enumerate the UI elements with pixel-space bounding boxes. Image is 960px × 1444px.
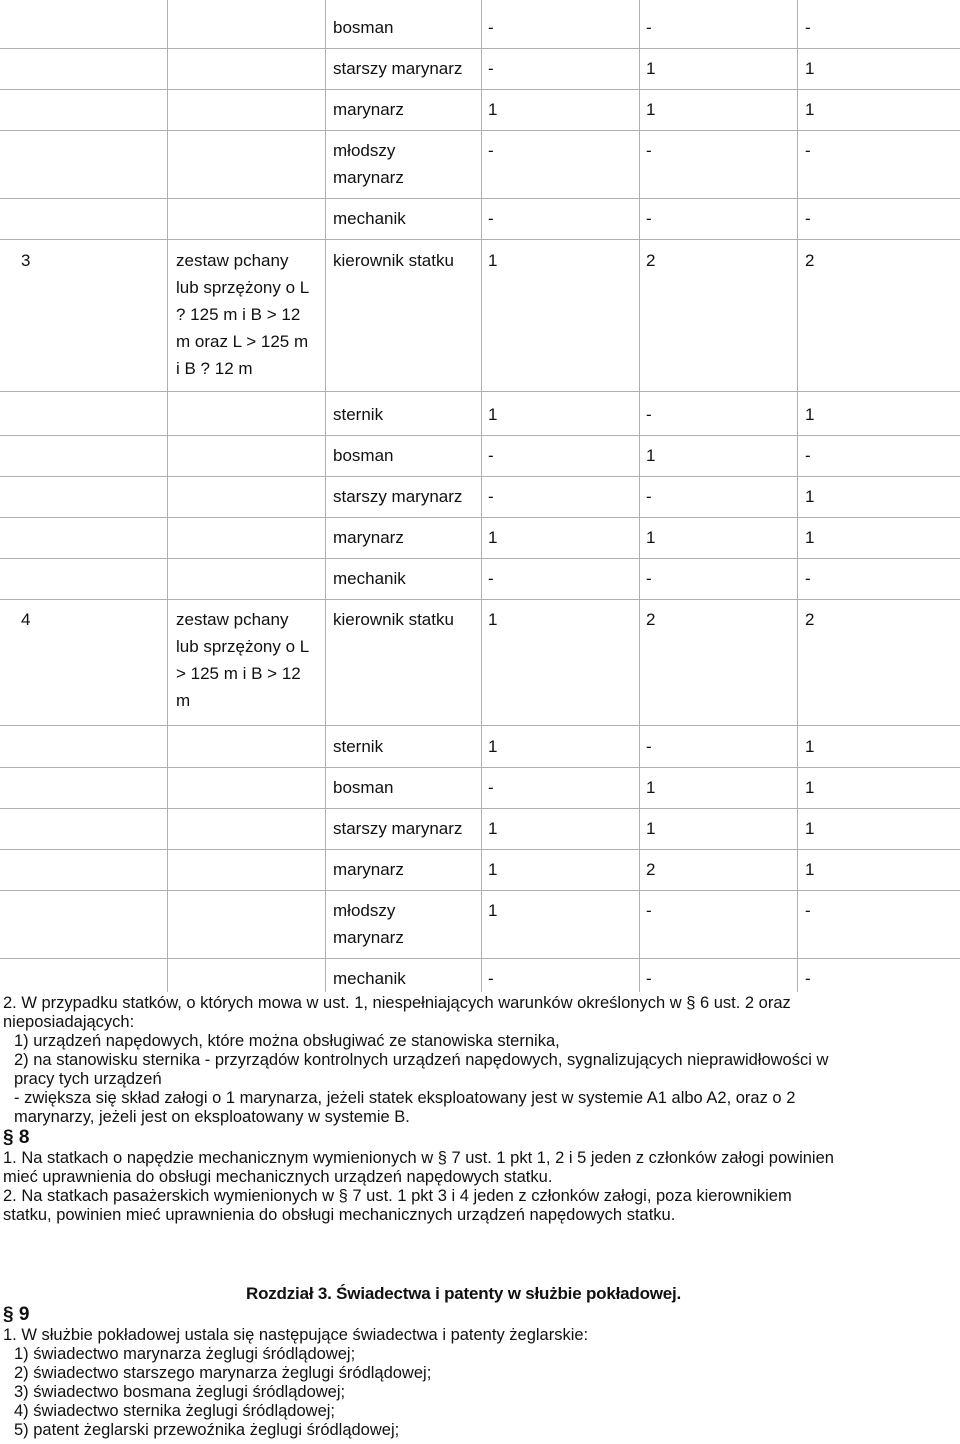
list-item: 3) świadectwo bosmana żeglugi śródlądowej; bbox=[14, 1383, 346, 1401]
paragraph-line: statku, powinien mieć uprawnienia do obsługi mechanicznych urządzeń napędowych statku. bbox=[3, 1206, 676, 1224]
value-cell: - bbox=[488, 209, 494, 228]
value-cell: - bbox=[646, 18, 652, 37]
row-divider bbox=[0, 239, 960, 240]
value-cell: 1 bbox=[646, 528, 656, 547]
value-cell: 1 bbox=[805, 405, 815, 424]
value-cell: - bbox=[488, 18, 494, 37]
row-divider bbox=[0, 391, 960, 392]
value-cell: 1 bbox=[488, 528, 498, 547]
chapter-heading: Rozdział 3. Świadectwa i patenty w służbie pokładowej. bbox=[246, 1284, 682, 1303]
value-cell: - bbox=[805, 901, 811, 920]
value-cell: 2 bbox=[805, 610, 815, 629]
value-cell: 1 bbox=[805, 819, 815, 838]
column-divider bbox=[325, 0, 326, 992]
paragraph-line: 2. Na statkach pasażerskich wymienionych w § 7 ust. 1 pkt 3 i 4 jeden z członków załogi, poza kierownikiem bbox=[3, 1187, 792, 1205]
list-item: 2) na stanowisku sternika - przyrządów kontrolnych urządzeń napędowych, sygnalizujących nieprawidłowości w bbox=[14, 1051, 829, 1069]
section-mark-8: § 8 bbox=[3, 1127, 30, 1148]
vessel-type-cell: zestaw pchany lub sprzężony o L > 125 m i B > 12 m bbox=[176, 610, 310, 710]
row-divider bbox=[0, 130, 960, 131]
row-divider bbox=[0, 599, 960, 600]
row-divider bbox=[0, 725, 960, 726]
role-cell: kierownik statku bbox=[333, 251, 454, 270]
value-cell: 2 bbox=[646, 860, 656, 879]
list-item: 1) urządzeń napędowych, które można obsługiwać ze stanowiska sternika, bbox=[14, 1032, 560, 1050]
role-cell: kierownik statku bbox=[333, 610, 454, 629]
value-cell: 1 bbox=[805, 778, 815, 797]
row-divider bbox=[0, 808, 960, 809]
role-cell: marynarz bbox=[333, 528, 404, 547]
value-cell: 1 bbox=[488, 405, 498, 424]
value-cell: 1 bbox=[488, 860, 498, 879]
list-item: 4) świadectwo sternika żeglugi śródlądowej; bbox=[14, 1402, 335, 1420]
row-divider bbox=[0, 198, 960, 199]
value-cell: - bbox=[488, 446, 494, 465]
value-cell: 1 bbox=[646, 446, 656, 465]
role-cell: marynarz bbox=[333, 100, 404, 119]
value-cell: - bbox=[488, 59, 494, 78]
column-divider bbox=[639, 0, 640, 992]
paragraph-line: - zwiększa się skład załogi o 1 marynarza, jeżeli statek eksploatowany jest w systemie A1 albo A2, oraz o 2 bbox=[14, 1089, 796, 1107]
list-item: 2) świadectwo starszego marynarza żeglugi śródlądowej; bbox=[14, 1364, 432, 1382]
value-cell: - bbox=[805, 209, 811, 228]
value-cell: 2 bbox=[646, 251, 656, 270]
list-item-continuation: pracy tych urządzeń bbox=[14, 1070, 162, 1088]
value-cell: - bbox=[805, 18, 811, 37]
row-divider bbox=[0, 958, 960, 959]
paragraph-line: mieć uprawnienia do obsługi mechanicznych urządzeń napędowych statku. bbox=[3, 1168, 553, 1186]
value-cell: 1 bbox=[805, 737, 815, 756]
paragraph-line: 1. Na statkach o napędzie mechanicznym wymienionych w § 7 ust. 1 pkt 1, 2 i 5 jeden z członków załogi powinien bbox=[3, 1149, 834, 1167]
row-divider bbox=[0, 476, 960, 477]
value-cell: - bbox=[488, 778, 494, 797]
value-cell: 1 bbox=[646, 59, 656, 78]
role-cell: mechanik bbox=[333, 209, 406, 228]
value-cell: - bbox=[488, 969, 494, 988]
value-cell: - bbox=[805, 446, 811, 465]
vessel-type-cell: zestaw pchany lub sprzężony o L ? 125 m i B > 12 m oraz L > 125 m i B ? 12 m bbox=[176, 251, 310, 378]
paragraph-line: 2. W przypadku statków, o których mowa w ust. 1, niespełniających warunków określonych w § 6 ust. 2 oraz bbox=[3, 994, 791, 1012]
value-cell: 1 bbox=[646, 819, 656, 838]
row-divider bbox=[0, 849, 960, 850]
value-cell: 1 bbox=[646, 778, 656, 797]
section-mark-9: § 9 bbox=[3, 1304, 30, 1325]
role-cell: marynarz bbox=[333, 860, 404, 879]
list-item: 5) patent żeglarski przewoźnika żeglugi śródlądowej; bbox=[14, 1421, 400, 1439]
value-cell: - bbox=[488, 487, 494, 506]
value-cell: - bbox=[646, 737, 652, 756]
row-divider bbox=[0, 89, 960, 90]
value-cell: - bbox=[488, 141, 494, 160]
value-cell: - bbox=[646, 569, 652, 588]
role-cell: mechanik bbox=[333, 569, 406, 588]
group-number-cell: 3 bbox=[21, 251, 31, 270]
value-cell: 1 bbox=[805, 100, 815, 119]
value-cell: 1 bbox=[646, 100, 656, 119]
paragraph-line: nieposiadających: bbox=[3, 1013, 135, 1031]
row-divider bbox=[0, 558, 960, 559]
role-cell: młodszy marynarz bbox=[333, 141, 404, 187]
row-divider bbox=[0, 435, 960, 436]
role-cell: mechanik bbox=[333, 969, 406, 988]
value-cell: 1 bbox=[805, 528, 815, 547]
value-cell: 1 bbox=[488, 901, 498, 920]
role-cell: bosman bbox=[333, 778, 394, 797]
row-divider bbox=[0, 48, 960, 49]
value-cell: 2 bbox=[646, 610, 656, 629]
value-cell: 1 bbox=[488, 251, 498, 270]
role-cell: starszy marynarz bbox=[333, 59, 463, 78]
value-cell: - bbox=[646, 209, 652, 228]
row-divider bbox=[0, 767, 960, 768]
value-cell: - bbox=[646, 969, 652, 988]
value-cell: - bbox=[646, 141, 652, 160]
value-cell: - bbox=[646, 405, 652, 424]
role-cell: młodszy marynarz bbox=[333, 901, 404, 947]
value-cell: - bbox=[646, 901, 652, 920]
role-cell: starszy marynarz bbox=[333, 819, 463, 838]
value-cell: 1 bbox=[488, 819, 498, 838]
value-cell: 1 bbox=[488, 610, 498, 629]
value-cell: - bbox=[488, 569, 494, 588]
group-number-cell: 4 bbox=[21, 610, 31, 629]
value-cell: 2 bbox=[805, 251, 815, 270]
value-cell: - bbox=[646, 487, 652, 506]
role-cell: bosman bbox=[333, 18, 394, 37]
value-cell: 1 bbox=[805, 487, 815, 506]
value-cell: 1 bbox=[805, 860, 815, 879]
value-cell: - bbox=[805, 969, 811, 988]
row-divider bbox=[0, 890, 960, 891]
role-cell: bosman bbox=[333, 446, 394, 465]
role-cell: starszy marynarz bbox=[333, 487, 463, 506]
role-cell: sternik bbox=[333, 405, 384, 424]
row-divider bbox=[0, 517, 960, 518]
value-cell: - bbox=[805, 141, 811, 160]
value-cell: 1 bbox=[488, 737, 498, 756]
paragraph-line: 1. W służbie pokładowej ustala się następujące świadectwa i patenty żeglarskie: bbox=[3, 1326, 589, 1344]
role-cell: sternik bbox=[333, 737, 384, 756]
list-item: 1) świadectwo marynarza żeglugi śródlądowej; bbox=[14, 1345, 356, 1363]
value-cell: - bbox=[805, 569, 811, 588]
column-divider bbox=[797, 0, 798, 992]
paragraph-line: marynarzy, jeżeli jest on eksploatowany w systemie B. bbox=[14, 1108, 410, 1126]
value-cell: 1 bbox=[488, 100, 498, 119]
column-divider bbox=[167, 0, 168, 992]
value-cell: 1 bbox=[805, 59, 815, 78]
column-divider bbox=[481, 0, 482, 992]
